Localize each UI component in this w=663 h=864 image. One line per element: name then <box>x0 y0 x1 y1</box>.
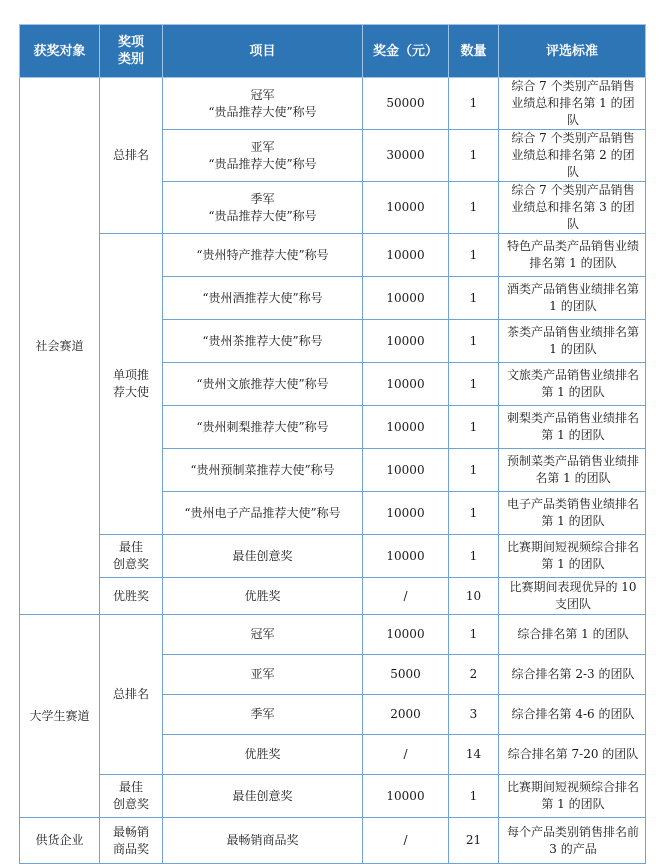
count-cell: 1 <box>449 449 499 492</box>
header-count: 数量 <box>449 25 499 78</box>
criteria-cell: 综合 7 个类别产品销售业绩总和排名第 2 的团队 <box>499 130 646 182</box>
header-row <box>20 25 646 78</box>
table-row <box>20 775 646 818</box>
count-cell: 1 <box>449 78 499 130</box>
prize-cell: 10000 <box>363 320 449 363</box>
count-cell: 21 <box>449 818 499 864</box>
criteria-cell: 比赛期间短视频综合排名第 1 的团队 <box>499 775 646 818</box>
count-cell: 14 <box>449 735 499 775</box>
prize-cell: 10000 <box>363 182 449 234</box>
criteria-cell: 综合排名第 2-3 的团队 <box>499 655 646 695</box>
prize-cell: 10000 <box>363 492 449 535</box>
count-cell: 2 <box>449 655 499 695</box>
criteria-cell: 比赛期间短视频综合排名第 1 的团队 <box>499 535 646 578</box>
header-recipient: 获奖对象 <box>20 25 100 78</box>
prize-cell: 50000 <box>363 78 449 130</box>
prize-cell: 10000 <box>363 535 449 578</box>
item-cell: 亚军 “贵品推荐大使”称号 <box>163 130 363 182</box>
prize-cell: 10000 <box>363 615 449 655</box>
item-cell: 季军 <box>163 695 363 735</box>
item-cell: 季军 “贵品推荐大使”称号 <box>163 182 363 234</box>
criteria-cell: 酒类产品销售业绩排名第 1 的团队 <box>499 277 646 320</box>
prize-cell: 5000 <box>363 655 449 695</box>
criteria-cell: 综合排名第 4-6 的团队 <box>499 695 646 735</box>
criteria-cell: 茶类产品销售业绩排名第 1 的团队 <box>499 320 646 363</box>
category-cell: 总排名 <box>100 78 163 234</box>
criteria-cell: 每个产品类别销售排名前 3 的产品 <box>499 818 646 864</box>
prize-cell: 10000 <box>363 363 449 406</box>
prize-cell: 10000 <box>363 775 449 818</box>
table-row <box>20 818 646 864</box>
item-cell: 最畅销商品奖 <box>163 818 363 864</box>
category-cell: 单项推 荐大使 <box>100 234 163 535</box>
prize-cell: 10000 <box>363 234 449 277</box>
criteria-cell: 电子产品类销售业绩排名第 1 的团队 <box>499 492 646 535</box>
table-row <box>20 535 646 578</box>
criteria-cell: 综合排名第 1 的团队 <box>499 615 646 655</box>
item-cell: “贵州酒推荐大使”称号 <box>163 277 363 320</box>
item-cell: 冠军 <box>163 615 363 655</box>
item-cell: 最佳创意奖 <box>163 775 363 818</box>
count-cell: 10 <box>449 578 499 615</box>
item-cell: “贵州特产推荐大使”称号 <box>163 234 363 277</box>
item-cell: “贵州电子产品推荐大使”称号 <box>163 492 363 535</box>
count-cell: 1 <box>449 492 499 535</box>
count-cell: 1 <box>449 775 499 818</box>
category-cell: 最佳 创意奖 <box>100 775 163 818</box>
header-category: 奖项 类别 <box>100 25 163 78</box>
count-cell: 1 <box>449 130 499 182</box>
item-cell: 亚军 <box>163 655 363 695</box>
prize-cell: 10000 <box>363 277 449 320</box>
recipient-cell: 供货企业 <box>20 818 100 864</box>
table-row <box>20 578 646 615</box>
count-cell: 1 <box>449 234 499 277</box>
category-cell: 总排名 <box>100 615 163 775</box>
item-cell: “贵州刺梨推荐大使”称号 <box>163 406 363 449</box>
count-cell: 1 <box>449 320 499 363</box>
criteria-cell: 文旅类产品销售业绩排名第 1 的团队 <box>499 363 646 406</box>
item-cell: “贵州文旅推荐大使”称号 <box>163 363 363 406</box>
header-criteria: 评选标准 <box>499 25 646 78</box>
count-cell: 1 <box>449 535 499 578</box>
prize-cell: 2000 <box>363 695 449 735</box>
prize-cell: / <box>363 735 449 775</box>
item-cell: “贵州预制菜推荐大使”称号 <box>163 449 363 492</box>
table-row <box>20 78 646 130</box>
count-cell: 1 <box>449 182 499 234</box>
awards-table <box>19 24 646 864</box>
prize-cell: 10000 <box>363 449 449 492</box>
category-cell: 最畅销 商品奖 <box>100 818 163 864</box>
criteria-cell: 综合排名第 7-20 的团队 <box>499 735 646 775</box>
criteria-cell: 综合 7 个类别产品销售业绩总和排名第 1 的团队 <box>499 78 646 130</box>
criteria-cell: 综合 7 个类别产品销售业绩总和排名第 3 的团队 <box>499 182 646 234</box>
item-cell: 冠军 “贵品推荐大使”称号 <box>163 78 363 130</box>
category-cell: 优胜奖 <box>100 578 163 615</box>
count-cell: 1 <box>449 615 499 655</box>
item-cell: 优胜奖 <box>163 578 363 615</box>
prize-cell: 10000 <box>363 406 449 449</box>
category-cell: 最佳 创意奖 <box>100 535 163 578</box>
prize-cell: 30000 <box>363 130 449 182</box>
item-cell: 最佳创意奖 <box>163 535 363 578</box>
criteria-cell: 刺梨类产品销售业绩排名第 1 的团队 <box>499 406 646 449</box>
table-row <box>20 615 646 655</box>
criteria-cell: 比赛期间表现优异的 10 支团队 <box>499 578 646 615</box>
count-cell: 1 <box>449 277 499 320</box>
item-cell: “贵州茶推荐大使”称号 <box>163 320 363 363</box>
count-cell: 3 <box>449 695 499 735</box>
prize-cell: / <box>363 578 449 615</box>
count-cell: 1 <box>449 406 499 449</box>
header-prize: 奖金（元） <box>363 25 449 78</box>
recipient-cell: 大学生赛道 <box>20 615 100 818</box>
table-row <box>20 234 646 277</box>
prize-cell: / <box>363 818 449 864</box>
item-cell: 优胜奖 <box>163 735 363 775</box>
recipient-cell: 社会赛道 <box>20 78 100 615</box>
count-cell: 1 <box>449 363 499 406</box>
criteria-cell: 特色产品类产品销售业绩排名第 1 的团队 <box>499 234 646 277</box>
criteria-cell: 预制菜类产品销售业绩排名第 1 的团队 <box>499 449 646 492</box>
header-item: 项目 <box>163 25 363 78</box>
